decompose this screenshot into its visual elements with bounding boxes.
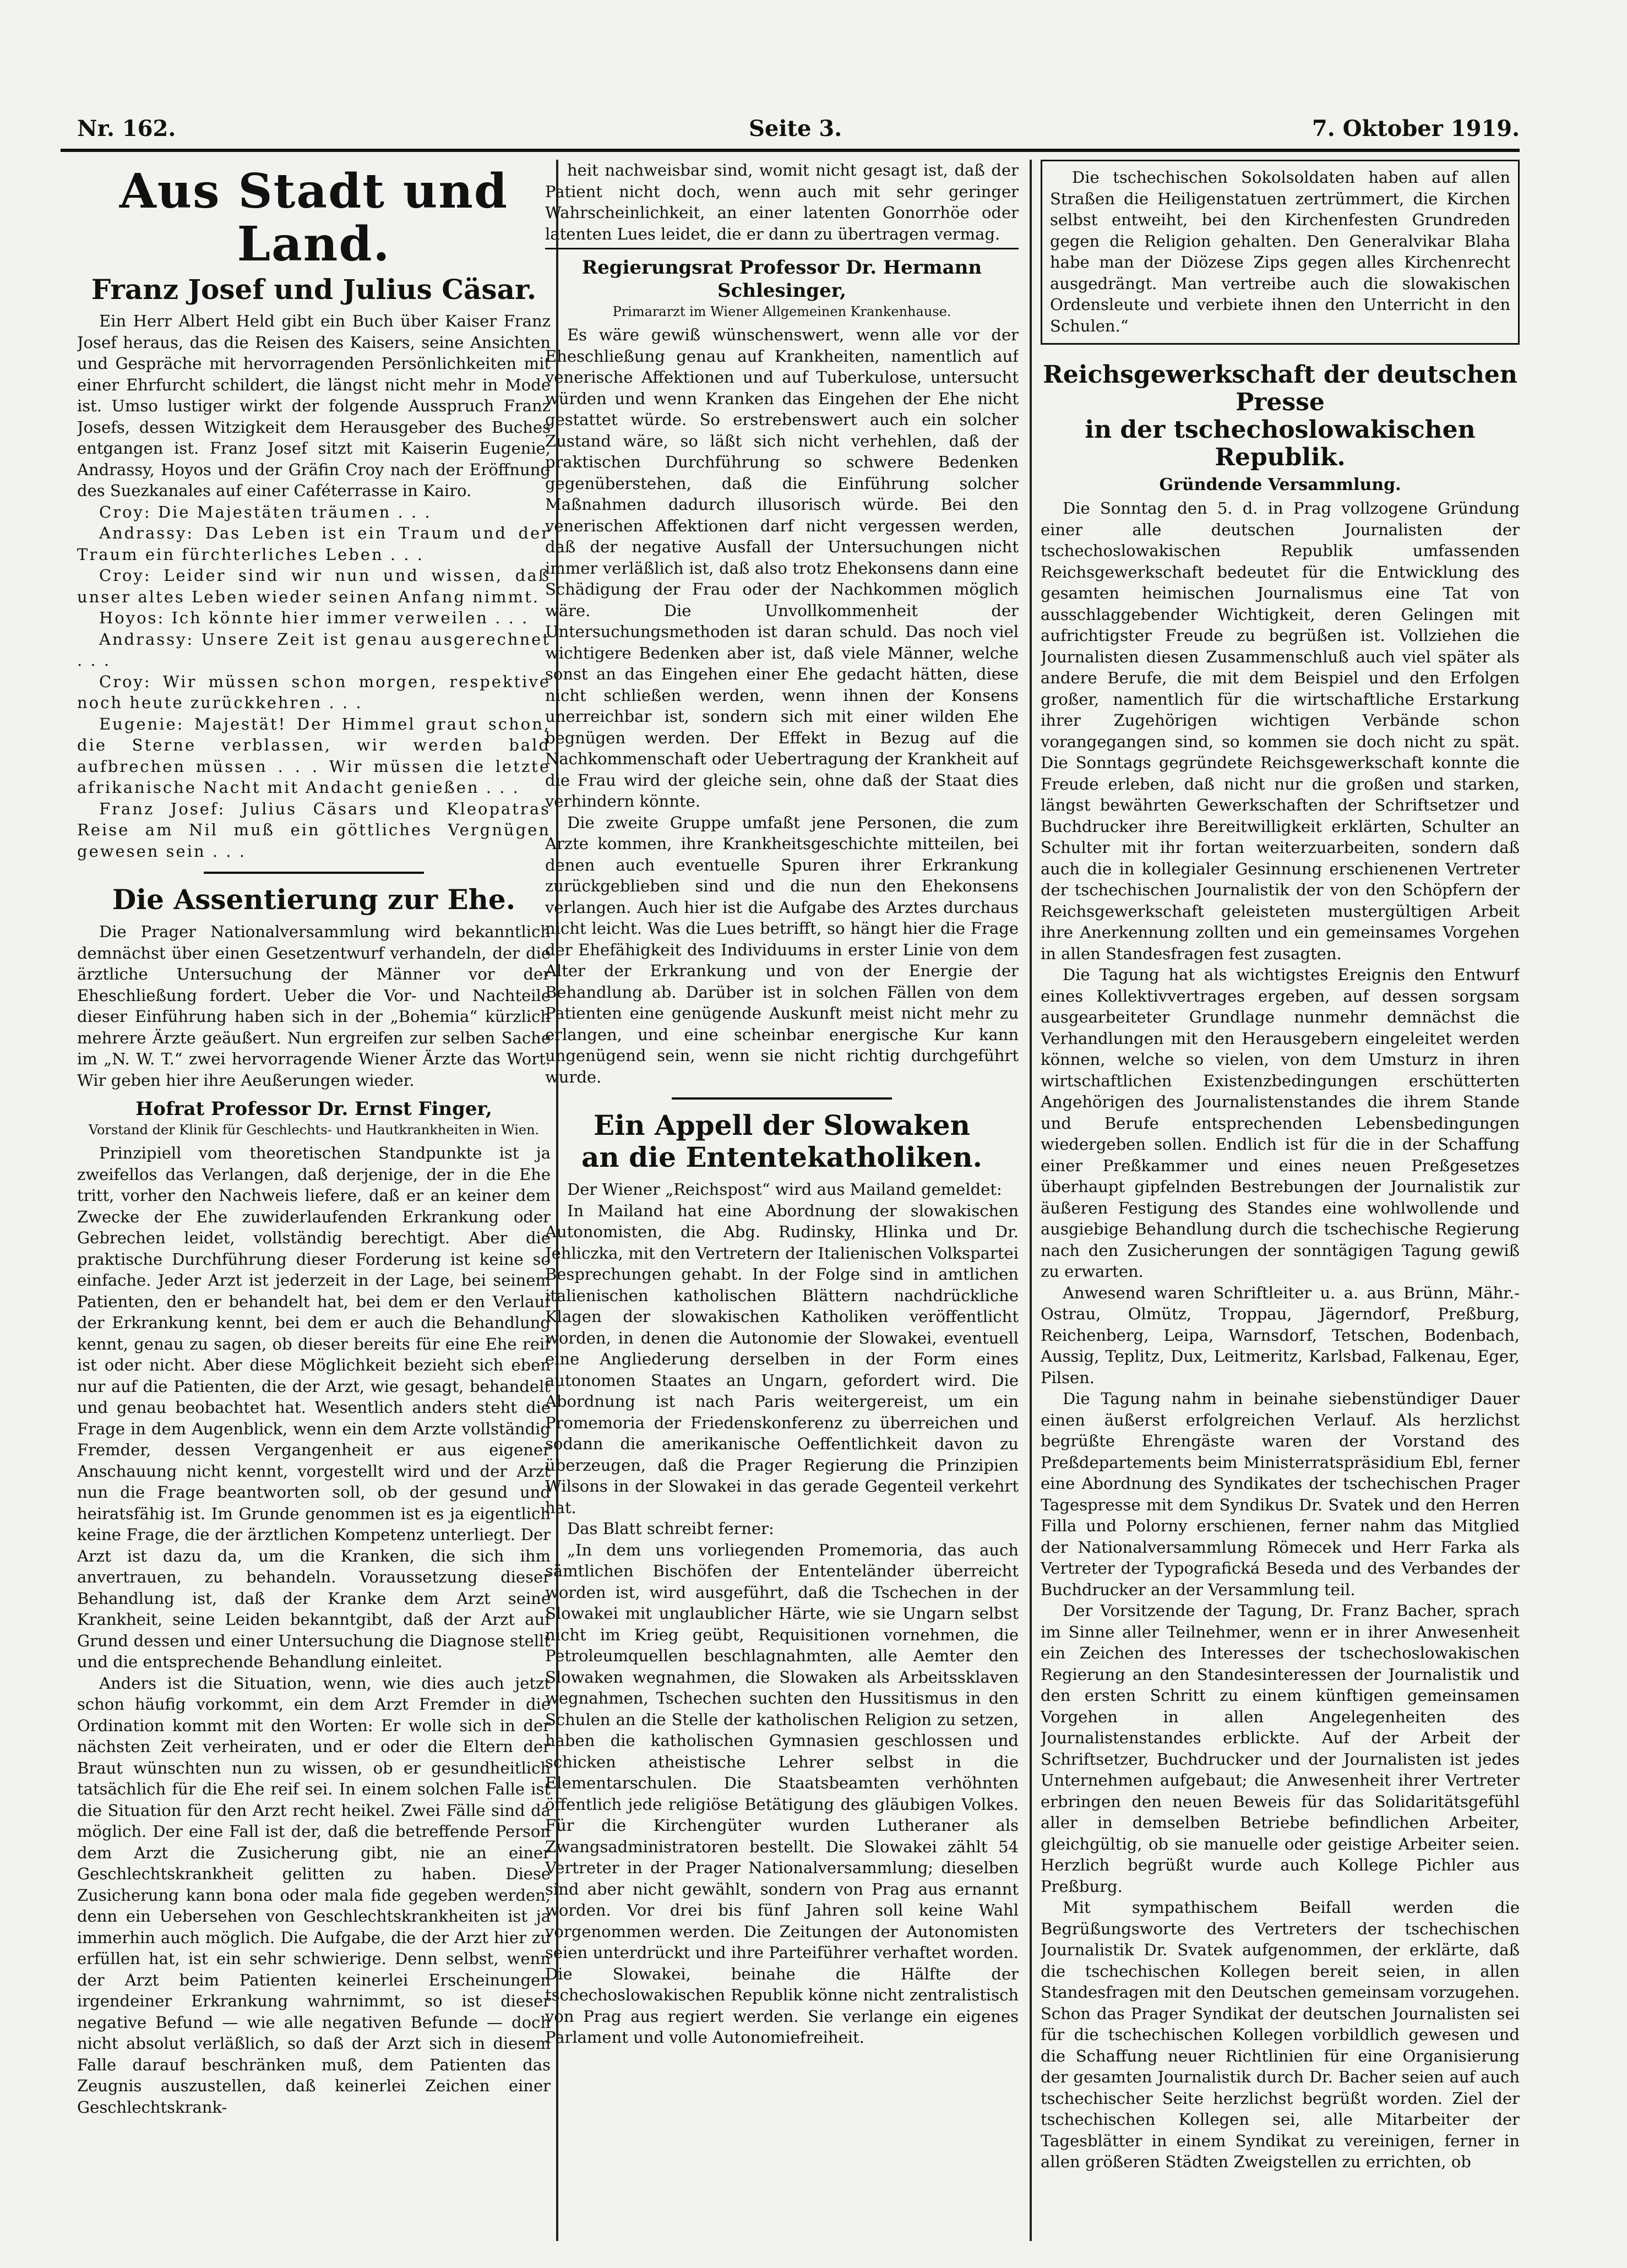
- column-3: [1041, 160, 1520, 2241]
- column-1: [77, 160, 551, 2241]
- article-paragraph: Es wäre gewiß wünschenswert, wenn alle vor der Eheschließung genau auf Krankheiten, namentlich auf venerische Affektionen und auf Tuberkulose, untersucht würden und wenn Kranken das Eingehen der Ehe nicht gestattet würde. So erstrebenswert auch ein solcher Zustand wäre, so läßt sich nicht verhehlen, daß der praktischen Durchführung so schwere Bedenken gegenüberstehen, daß die Einführung solcher Maßnahmen dadurch illusorisch würde. Bei den venerischen Affektionen darf nicht vergessen werden, daß der negative Ausfall der Untersuchungen nicht immer verläßlich ist, daß also trotz Ehekonsens dann eine Schädigung der Frau oder der Nachkommen möglich wäre. Die Unvollkommenheit der Untersuchungsmethoden ist daran schuld. Das noch viel wichtigere Bedenken aber ist, daß viele Männer, welche sonst an das Eingehen einer Ehe gedacht hätten, diese nicht schließen werden, wenn ihnen der Konsens unerreichbar ist, sondern sich mit einer wilden Ehe begnügen werden. Der Effekt in Bezug auf die Nachkommenschaft oder Uebertragung der Krankheit auf die Frau wird der gleiche sein, ohne daß der Staat dies verhindern könnte.: [545, 325, 1019, 811]
- dialogue-line: Croy: Die Majestäten träumen . . .: [99, 502, 432, 521]
- article-paragraph: heit nachweisbar sind, womit nicht gesagt ist, daß der Patient nicht doch, wenn auch mit sehr geringer Wahrscheinlichkeit, an einer latenten Gonorrhöe oder latenten Lues leidet, die er dann zu übertragen vermag.: [545, 161, 1019, 243]
- article-title-line-2: an die Ententekatholiken.: [581, 1141, 982, 1173]
- continued-text-block: [545, 160, 1019, 249]
- separator-rule: [672, 1097, 892, 1100]
- article-intro: Die Prager Nationalversammlung wird bekanntlich demnächst über einen Gesetzentwurf verhandeln, der die ärztliche Untersuchung der Männer vor der Eheschließung fordert. Ueber die Vor- und Nachteile dieser Einführung haben sich in der „Bohemia“ kürzlich mehrere Ärzte geäußert. Nun ergreifen zur selben Sache im „N. W. T.“ zwei hervorragende Wiener Ärzte das Wort. Wir geben hier ihre Aeußerungen wieder.: [77, 922, 551, 1090]
- author-name: Hofrat Professor Dr. Ernst Finger,: [135, 1098, 492, 1120]
- article-paragraph: In Mailand hat eine Abordnung der slowakischen Autonomisten, die Abg. Rudinsky, Hlinka und Dr. Jehliczka, mit den Vertretern der Italienischen Volkspartei Besprechungen gehabt. In der Folge sind in amtlichen italienischen katholischen Blättern nachdrückliche Klagen der slowakischen Katholiken veröffentlicht worden, in denen die Autonomie der Slowakei, eventuell eine Angliederung derselben in der Form eines autonomen Staates an Ungarn, gefordert wird. Die Abordnung ist nach Paris weitergereist, um ein Promemoria der Friedenskonferenz zu überreichen und sodann die amerikanische Oeffentlichkeit davon zu überzeugen, daß die Prager Regierung die Prinzipien Wilsons in der Slowakei in das gerade Gegenteil verkehrt hat.: [545, 1201, 1019, 1517]
- article-paragraph: Der Wiener „Reichspost“ wird aus Mailand gemeldet:: [567, 1180, 1002, 1199]
- dialogue-line: Hoyos: Ich könnte hier immer verweilen . . .: [99, 608, 529, 627]
- article-paragraph: Die Sonntag den 5. d. in Prag vollzogene Gründung einer alle deutschen Journalisten der tschechoslowakischen Republik umfassenden Reichsgewerkschaft bedeutet für die Entwicklung des gesamten heimischen Journalismus eine Tat von ausschlaggebender Wichtigkeit, deren Gelingen mit aufrichtigster Freude zu begrüßen ist. Vollziehen die Journalisten diesen Zusammenschluß auch viel später als andere Berufe, die mit dem Beispiel und den Erfolgen großer, namentlich für die wirtschaftliche Erstarkung ihrer Zugehörigen wichtigen Verbände schon vorangegangen sind, so kommen sie doch nicht zu spät. Die Sonntags gegründete Reichsgewerkschaft konnte die Freude erleben, daß nicht nur die großen und starken, längst bewährten Gewerkschaften der Schriftsetzer und Buchdrucker ihre Bereitwilligkeit erklärten, Schulter an Schulter mit ihr fortan weiterzuarbeiten, sondern daß auch die in kollegialer Gesinnung erschienenen Vertreter der tschechischen Journalistik der von den Schöpfern der Reichsgewerkschaft geleisteten mustergültigen Arbeit ihre Anerkennung zollten und ein gemeinsames Vorgehen in allen Standesfragen fest zusagten.: [1041, 499, 1520, 963]
- article-title: Franz Josef und Julius Cäsar.: [91, 273, 537, 306]
- dialogue-line: Eugenie: Majestät! Der Himmel graut schon, die Sterne verblassen, wir werden bald aufbrechen müssen . . . Wir müssen die letzte afrikanische Nacht mit Andacht genießen . . .: [77, 714, 551, 797]
- article-paragraph: Die zweite Gruppe umfaßt jene Personen, die zum Arzte kommen, ihre Krankheitsgeschichte mitteilen, bei denen auch eventuelle Spuren ihrer Erkrankung zurückgeblieben sind und die nun den Ehekonsens verlangen. Auch hier ist die Aufgabe des Arztes durchaus nicht leicht. Was die Lues betrifft, so hängt hier die Frage der Ehefähigkeit des Individuums in erster Linie von dem Alter der Erkrankung und von der Energie der Behandlung ab. Darüber ist in solchen Fällen von dem Patienten eine genügende Auskunft meist nicht mehr zu erlangen, und eine scheinbar energische Kur kann ungenügend sein, wenn sie nicht richtig durchgeführt wurde.: [545, 813, 1019, 1086]
- column-divider-2: [1030, 160, 1032, 2241]
- article-paragraph: Ein Herr Albert Held gibt ein Buch über Kaiser Franz Josef heraus, das die Reisen des Kaisers, seine Ansichten und Gespräche mit hervorragenden Persönlichkeiten mit einer Ehrfurcht schildert, die längst nicht mehr in Mode ist. Umso lustiger wirkt der folgende Ausspruch Franz Josefs, dessen Witzigkeit dem Herausgeber des Buches entgangen ist. Franz Josef sitzt mit Kaiserin Eugenie, Andrassy, Hoyos und der Gräfin Croy nach der Eröffnung des Suezkanales auf einer Caféterrasse in Kairo.: [77, 312, 551, 500]
- article-paragraph: Mit sympathischem Beifall werden die Begrüßungsworte des Vertreters der tschechischen Journalistik Dr. Svatek aufgenommen, der erklärte, daß die tschechischen Kollegen bereit seien, in allen Standesfragen mit den Deutschen gemeinsam vorzugehen. Schon das Prager Syndikat der deutschen Journalisten sei für die tschechischen Kollegen vorbildlich gewesen und die Schaffung neuer Richtlinien für eine Organisierung der gesamten Journalistik durch Dr. Bacher seien auf auch tschechischer Seite herzlichst begrüßt worden. Ziel der tschechischen Kollegen sei, alle Mitarbeiter der Tagesblätter in einem Syndikat zu vereinigen, ferner in allen größeren Städten Zweigstellen zu errichten, ob: [1041, 1898, 1520, 2171]
- article-paragraph: Anwesend waren Schriftleiter u. a. aus Brünn, Mähr.-Ostrau, Olmütz, Troppau, Jägerndorf, Preßburg, Reichenberg, Leipa, Warnsdorf, Tetschen, Bodenbach, Aussig, Teplitz, Dux, Leitmeritz, Karlsbad, Falkenau, Eger, Pilsen.: [1041, 1283, 1520, 1387]
- article-paragraph: „In dem uns vorliegenden Promemoria, das auch sämtlichen Bischöfen der Ententeländer überreicht worden ist, wird ausgeführt, daß die Tschechen in der Slowakei mit unglaublicher Härte, wie sie Ungarn selbst nicht im Krieg geübt, Requisitionen vornehmen, die Petroleumquellen beschlagnahmten, alle Aemter den Slowaken wegnahmen, die Slowaken als Arbeitssklaven wegnahmen, Tschechen suchten den Hussitismus in den Schulen an die Stelle der katholischen Religion zu setzen, haben die katholischen Gymnasien geschlossen und schicken atheistische Lehrer selbst in die Elementarschulen. Die Staatsbeamten verhöhnten öffentlich jede religiöse Betätigung des gläubigen Volkes. Für die Kirchengüter wurden Lutheraner als Zwangsadministratoren bestellt. Die Slowakei zählt 54 Vertreter in der Prager Nationalversammlung; dieselben sind aber nicht gewählt, sondern von Prag aus ernannt worden. Vor drei bis fünf Jahren soll keine Wahl vorgenommen werden. Die Zeitungen der Autonomisten seien unterdrückt und ihre Parteiführer verhaftet worden. Die Slowakei, beinahe die Hälfte der tschechoslowakischen Republik könne nicht zentralistisch von Prag aus regiert werden. Sie verlange ein eigenes Parlament und volle Autonomiefreiheit.: [545, 1540, 1019, 2047]
- boxed-continuation: [1041, 160, 1520, 345]
- dialogue-line: Andrassy: Das Leben ist ein Traum und der Traum ein fürchterliches Leben . . .: [77, 524, 551, 564]
- newspaper-page: [61, 105, 1520, 2241]
- article-paragraph: Die Tagung nahm in beinahe siebenstündiger Dauer einen äußerst erfolgreichen Verlauf. Als herzlichst begrüßte Ehrengäste waren der Vorstand des Preßdepartements beim Ministerratspräsidium Ebl, ferner eine Abordnung des Syndikates der tschechischen Prager Tagespresse mit dem Syndikus Dr. Svatek und den Herren Filla und Polorny erschienen, ferner nahm das Mitglied der Nationalversammlung Römecek und Herr Farka als Vertreter der Typografická Beseda und des Verbandes der Buchdrucker an der Versammlung teil.: [1041, 1389, 1520, 1599]
- separator-rule: [204, 872, 424, 874]
- dialogue-line: Croy: Wir müssen schon morgen, respektive noch heute zurückkehren . . .: [77, 672, 551, 712]
- page-header: [61, 116, 1520, 152]
- author-role: Vorstand der Klinik für Geschlechts- und Hautkrankheiten in Wien.: [88, 1122, 540, 1138]
- article-paragraph: Anders ist die Situation, wenn, wie dies auch jetzt schon häufig vorkommt, ein dem Arzt Fremder in die Ordination kommt mit den Worten: Er wolle sich in der nächsten Zeit verheiraten, und er oder die Eltern der Braut wünschten nun zu wissen, ob er gesundheitlich tatsächlich für die Ehe reif sei. In einem solchen Falle ist die Situation für den Arzt recht heikel. Zwei Fälle sind da möglich. Der eine Fall ist der, daß die betreffende Person dem Arzt die Zusicherung gibt, nie an einer Geschlechtskrankheit gelitten zu haben. Diese Zusicherung kann bona oder mala fide gegeben werden, denn ein Uebersehen von Geschlechtskrankheiten ist ja immerhin auch möglich. Die Aufgabe, die der Arzt hier zu erfüllen hat, ist ein sehr schwierige. Denn selbst, wenn der Arzt beim Patienten keinerlei Erscheinungen irgendeiner Erkrankung wahrnimmt, so ist dieser negative Befund — wie alle negativen Befunde — doch nicht absolut verläßlich, so daß der Arzt sich in diesem Falle darauf beschränken muß, dem Patienten das Zeugnis auszustellen, daß keinerlei Zeichen einer Geschlechtskrank-: [77, 1673, 551, 2117]
- author-name: Regierungsrat Professor Dr. Hermann Schlesinger,: [581, 257, 982, 302]
- article-title: Die Assentierung zur Ehe.: [112, 883, 516, 916]
- article-title-line-2: in der tschechoslowakischen Republik.: [1085, 416, 1476, 471]
- section-title: Aus Stadt und Land.: [119, 164, 509, 272]
- dialogue-line: Croy: Leider sind wir nun und wissen, daß unser altes Leben wieder seinen Anfang nimmt.: [77, 566, 551, 606]
- dialogue-line: Andrassy: Unsere Zeit ist genau ausgerechnet . . .: [77, 629, 551, 670]
- article-paragraph: Die Tagung hat als wichtigstes Ereignis den Entwurf eines Kollektivvertrages ergeben, auf dessen sorgsam ausgearbeiteter Grundlage nunmehr demnächst die Verhandlungen mit den Herausgebern eingeleitet werden können, welche so vielen, von dem Umsturz in ihren wirtschaftlichen Existenzbedingungen erschütterten Angehörigen des Journalistenstandes die ihrem Stande und Berufe entsprechenden Lebensbedingungen wiedergeben sollen. Endlich ist für die in der Schaffung einer Preßkammer und eines neuen Preßgesetzes überhaupt gipfelnden Bestrebungen der Journalistik zur äußeren Festigung des Standes eine wohlwollende und ausgiebige Behandlung durch die tschechische Regierung nach den Zusicherungen der sonntägigen Tagung gewiß zu erwarten.: [1041, 965, 1520, 1281]
- article-subtitle: Gründende Versammlung.: [1159, 475, 1401, 494]
- dialogue-line: Franz Josef: Julius Cäsars und Kleopatras Reise am Nil muß ein göttliches Vergnügen gewesen sein . . .: [77, 799, 551, 861]
- author-role: Primararzt im Wiener Allgemeinen Krankenhause.: [612, 304, 951, 319]
- column-2: [545, 160, 1019, 2241]
- article-paragraph: Das Blatt schreibt ferner:: [567, 1519, 774, 1538]
- article-paragraph: Die tschechischen Sokolsoldaten haben auf allen Straßen die Heiligenstatuen zertrümmert, die Kirchen selbst entweiht, bei den Kirchenfesten Grundreden gegen die Religion gehalten. Den Generalvikar Blaha habe man der Diözese Zips gegen alles Kirchenrecht ausgedrängt. Man vertreibe auch die slowakischen Ordensleute und verbiete ihnen den Unterricht in den Schulen.“: [1050, 168, 1510, 335]
- article-paragraph: Prinzipiell vom theoretischen Standpunkte ist ja zweifellos das Verlangen, daß derjenige, der in die Ehe tritt, vorher den Nachweis liefere, daß er an keiner dem Zwecke der Ehe zuwiderlaufenden Erkrankung oder Gebrechen leidet, vollständig berechtigt. Aber die praktische Durchführung dieser Forderung ist keine so einfache. Jeder Arzt ist jederzeit in der Lage, bei seinem Patienten, den er behandelt hat, bei dem er den Verlauf der Erkrankung kennt, bei dem er auch die Behandlung kennt, genau zu sagen, ob dieser bereits für eine Ehe reif ist oder nicht. Aber diese Möglichkeit bezieht sich eben nur auf die Patienten, die der Arzt, wie gesagt, behandelt und genau beobachtet hat. Wesentlich anders steht die Frage in dem Augenblick, wenn ein dem Arzte vollständig Fremder, dessen Vergangenheit er aus eigener Anschauung nicht kennt, vorgestellt wird und der Arzt nun die Frage beantworten soll, ob der gesund und heiratsfähig ist. Im Grunde genommen ist es ja eigentlich keine Frage, die der ärztlichen Kompetenz unterliegt. Der Arzt ist dazu da, um die Kranken, die sich ihm anvertrauen, zu behandeln. Voraussetzung dieser Behandlung ist, daß der Kranke dem Arzt seine Krankheit, seine Leiden bekanntgibt, daß der Arzt auf Grund dessen und einer Untersuchung die Diagnose stellt und die entsprechende Behandlung einleitet.: [77, 1144, 551, 1671]
- article-title-line-1: Reichsgewerkschaft der deutschen Presse: [1043, 361, 1517, 416]
- article-title-line-1: Ein Appell der Slowaken: [593, 1109, 970, 1141]
- issue-date: 7. Oktober 1919.: [1312, 116, 1520, 142]
- article-paragraph: Der Vorsitzende der Tagung, Dr. Franz Bacher, sprach im Sinne aller Teilnehmer, wenn er in ihrer Anwesenheit ein Zeichen des Interesses der tschechoslowakischen Regierung an den Standesinteressen der Journalistik und den ersten Schritt zu einem künftigen gemeinsamen Vorgehen in allen Angelegenheiten des Journalistenstandes erblickte. Auf der Arbeit der Schriftsetzer, Buchdrucker und der Journalisten ist jedes Unternehmen aufgebaut; die Anwesenheit ihrer Vertreter erbringen den neuen Beweis für das Solidaritätsgefühl aller in demselben Betriebe befindlichen Arbeiter, gleichgültig, ob sie manuelle oder geistige Arbeiter seien. Herzlich begrüßt wurde auch Kollege Pichler aus Preßburg.: [1041, 1601, 1520, 1896]
- page-number: Seite 3.: [749, 116, 842, 142]
- issue-number: Nr. 162.: [77, 116, 176, 142]
